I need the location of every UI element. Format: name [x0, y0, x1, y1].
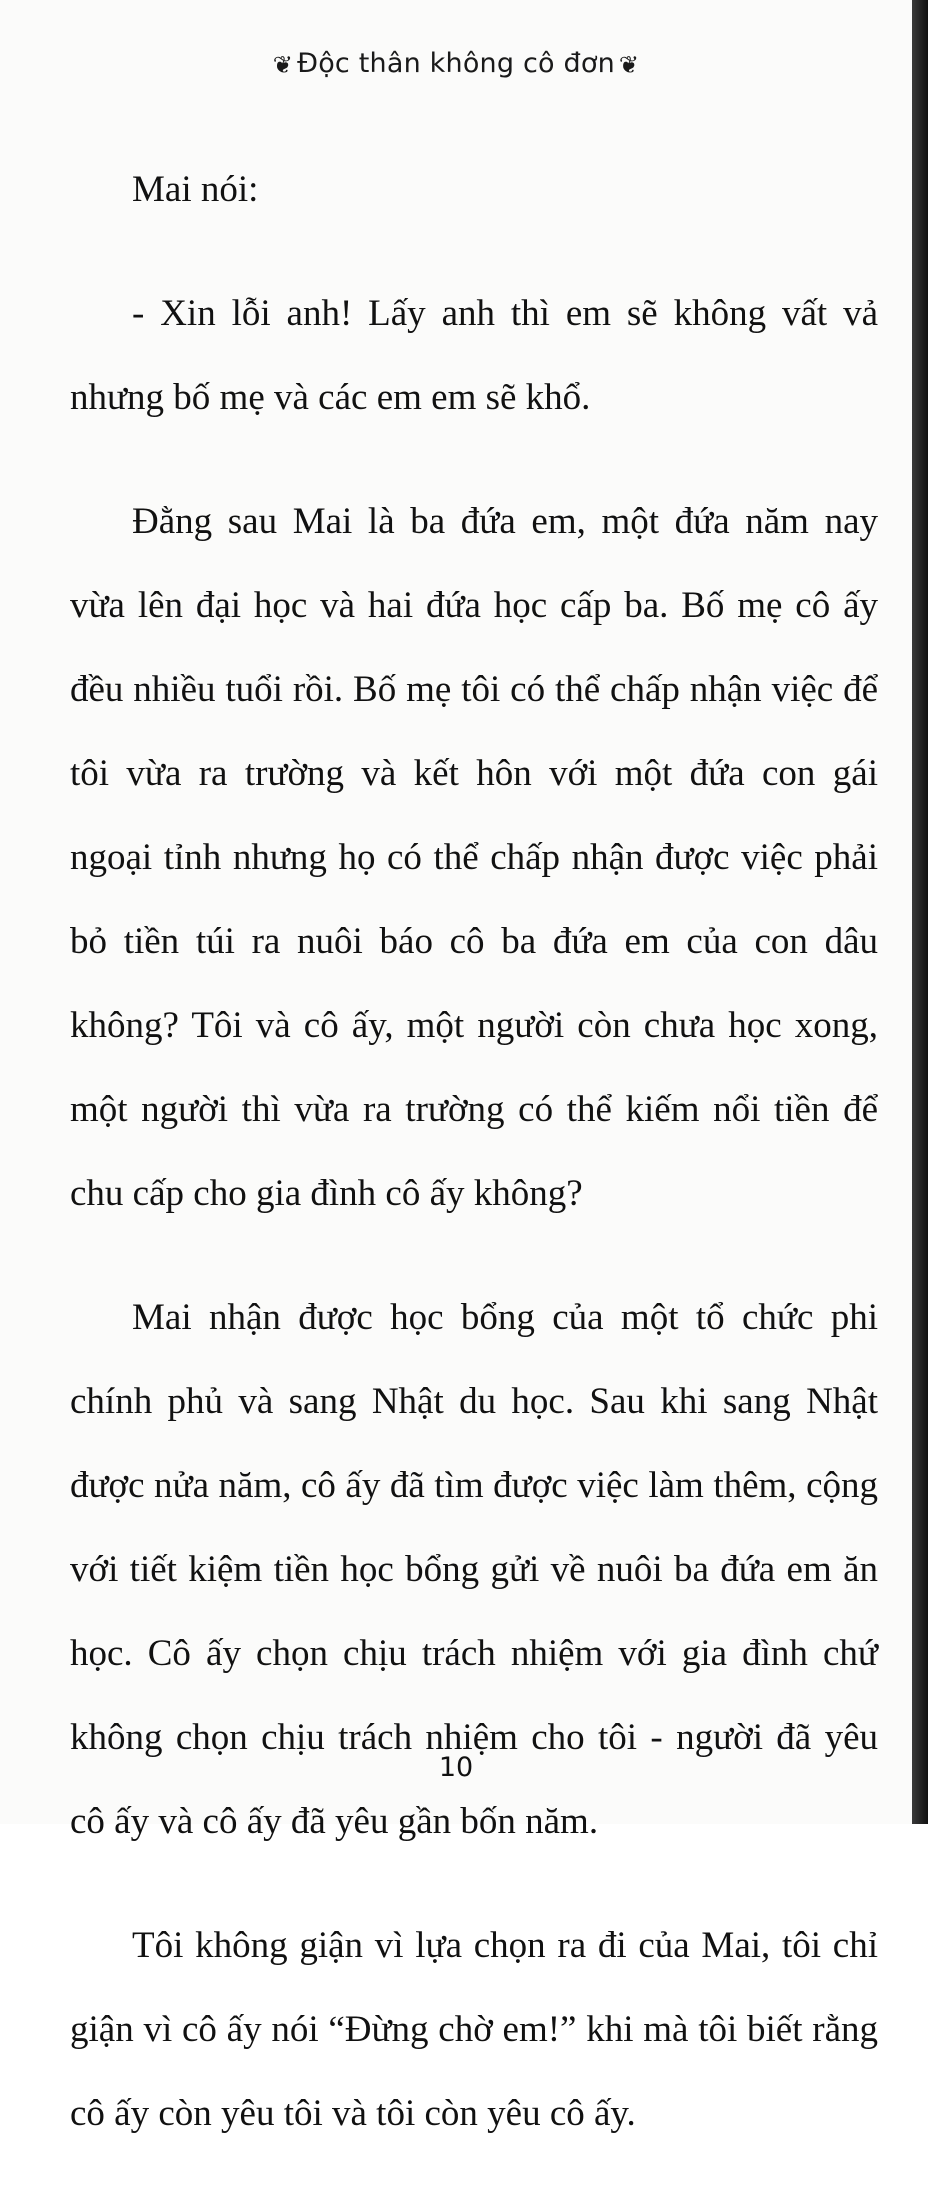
paragraph: - Xin lỗi anh! Lấy anh thì em sẽ không vất vả nhưng bố mẹ và các em em sẽ khổ.	[70, 293, 878, 418]
running-header-title: Độc thân không cô đơn	[297, 48, 615, 79]
paragraph: Mai nhận được học bổng của một tổ chức phi chính phủ và sang Nhật du học. Sau khi sang Nhật được nửa năm, cô ấy đã tìm được việc làm thêm, cộng với tiết kiệm tiền học bổng gửi về nuôi ba đứa em ăn học. Cô ấy chọn chịu trách nhiệm với gia đình chứ không chọn chịu trách nhiệm cho tôi - người đã yêu cô ấy và cô ấy đã yêu gần bốn năm.	[70, 1297, 878, 1842]
page-number: 10	[438, 1752, 474, 1783]
running-header	[0, 48, 912, 79]
paragraph: Mai nói:	[132, 169, 259, 210]
paragraph: Đằng sau Mai là ba đứa em, một đứa năm nay vừa lên đại học và hai đứa học cấp ba. Bố mẹ cô ấy đều nhiều tuổi rồi. Bố mẹ tôi có thể chấp nhận việc để tôi vừa ra trường và kết hôn với một đứa con gái ngoại tỉnh nhưng họ có thể chấp nhận được việc phải bỏ tiền túi ra nuôi báo cô ba đứa em của con dâu không? Tôi và cô ấy, một người còn chưa học xong, một người thì vừa ra trường có thể kiếm nổi tiền để chu cấp cho gia đình cô ấy không?	[70, 501, 878, 1214]
page-edge-shadow	[912, 0, 928, 1824]
paragraph: Tôi không giận vì lựa chọn ra đi của Mai, tôi chỉ giận vì cô ấy nói “Đừng chờ em!” khi mà tôi biết rằng cô ấy còn yêu tôi và tôi còn yêu cô ấy.	[70, 1925, 878, 2134]
body-text	[70, 148, 878, 2196]
leaf-sprig-icon: ❦	[272, 50, 294, 79]
leaf-sprig-icon: ❦	[618, 50, 640, 79]
